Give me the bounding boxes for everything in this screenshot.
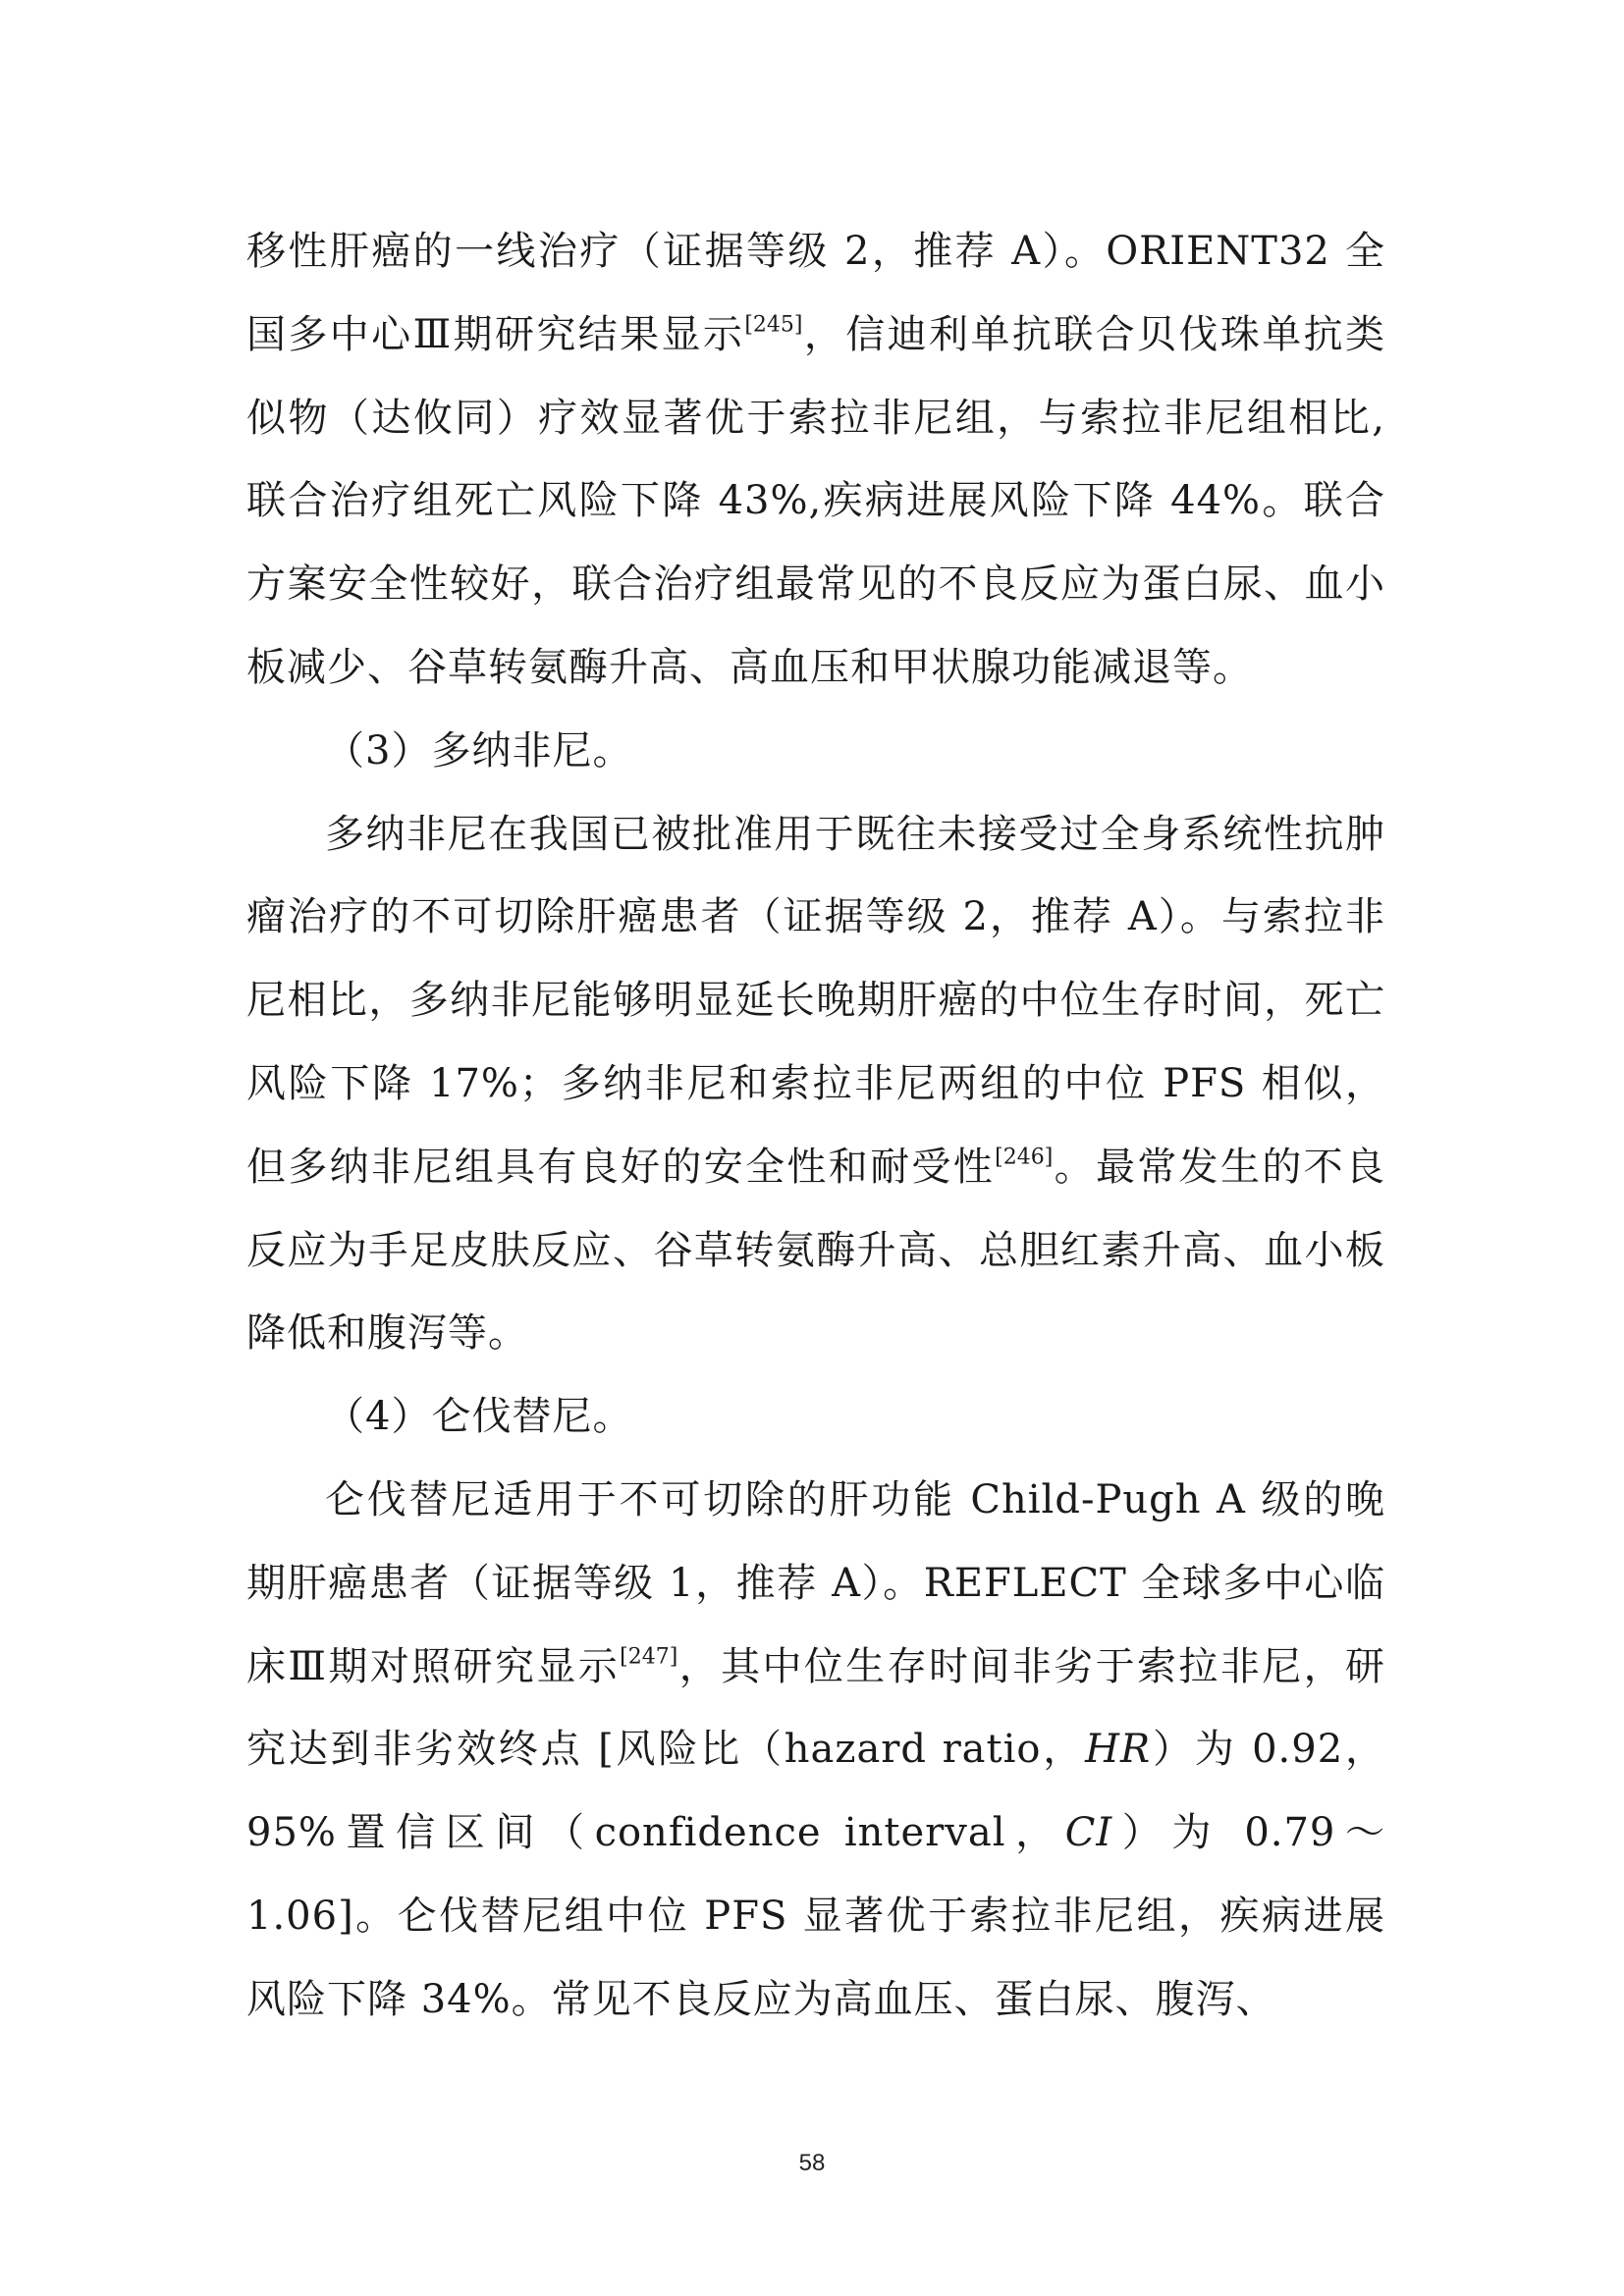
paragraph-lenvatinib: [246, 1459, 1385, 2042]
paragraph-text: ，其中位生存时间非劣于索拉非尼，研究达到非劣效终点 [风险比（hazard ratio，: [246, 1643, 1385, 1773]
citation-ref-247: [247]: [620, 1644, 678, 1670]
paragraph-text: 移性肝癌的一线治疗（证据等级 2，推荐 A）。ORIENT32 全国多中心Ⅲ期研究结果显示: [246, 229, 1385, 357]
citation-ref-246: [246]: [995, 1145, 1054, 1170]
paragraph-text: ）为 0.79～1.06]。仑伐替尼组中位 PFS 显著优于索拉非尼组，疾病进展风险下降 34%。常见不良反应为高血压、蛋白尿、腹泻、: [246, 1810, 1385, 2022]
paragraph-text: ）为 0.92，95%置信区间（confidence interval，: [246, 1727, 1385, 1856]
section-heading-lenvatinib: （4）仑伐替尼。: [325, 1394, 633, 1440]
paragraph-text: ，信迪利单抗联合贝伐珠单抗类似物（达攸同）疗效显著优于索拉非尼组，与索拉非尼组相比,联合治疗组死亡风险下降 43%,疾病进展风险下降 44%。联合方案安全性较好，联合治疗组最常见的不良反应为蛋白尿、血小板减少、谷草转氨酶升高、高血压和甲状腺功能减退等。: [246, 311, 1386, 690]
body-text: [246, 210, 1385, 2042]
ci-abbreviation: CI: [1064, 1810, 1113, 1856]
page-number: 58: [798, 2150, 826, 2176]
paragraph-text: 多纳非尼在我国已被批准用于既往未接受过全身系统性抗肿瘤治疗的不可切除肝癌患者（证据等级 2，推荐 A）。与索拉非尼相比，多纳非尼能够明显延长晚期肝癌的中位生存时间，死亡风险下降 17%；多纳非尼和索拉非尼两组的中位 PFS 相似，但多纳非尼组具有良好的安全性和耐受性: [246, 811, 1385, 1190]
citation-ref-245: [245]: [744, 312, 803, 338]
paragraph-text: 。最常发生的不良反应为手足皮肤反应、谷草转氨酶升高、总胆红素升高、血小板降低和腹泻等。: [246, 1144, 1386, 1357]
paragraph-text: 仑伐替尼适用于不可切除的肝功能 Child-Pugh A 级的晚期肝癌患者（证据等级 1，推荐 A）。REFLECT 全球多中心临床Ⅲ期对照研究显示: [246, 1476, 1385, 1689]
paragraph-orient32: [246, 210, 1385, 710]
hr-abbreviation: HR: [1085, 1727, 1152, 1773]
section-heading-donafenib: （3）多纳非尼。: [325, 727, 633, 774]
paragraph-donafenib: [246, 793, 1385, 1376]
